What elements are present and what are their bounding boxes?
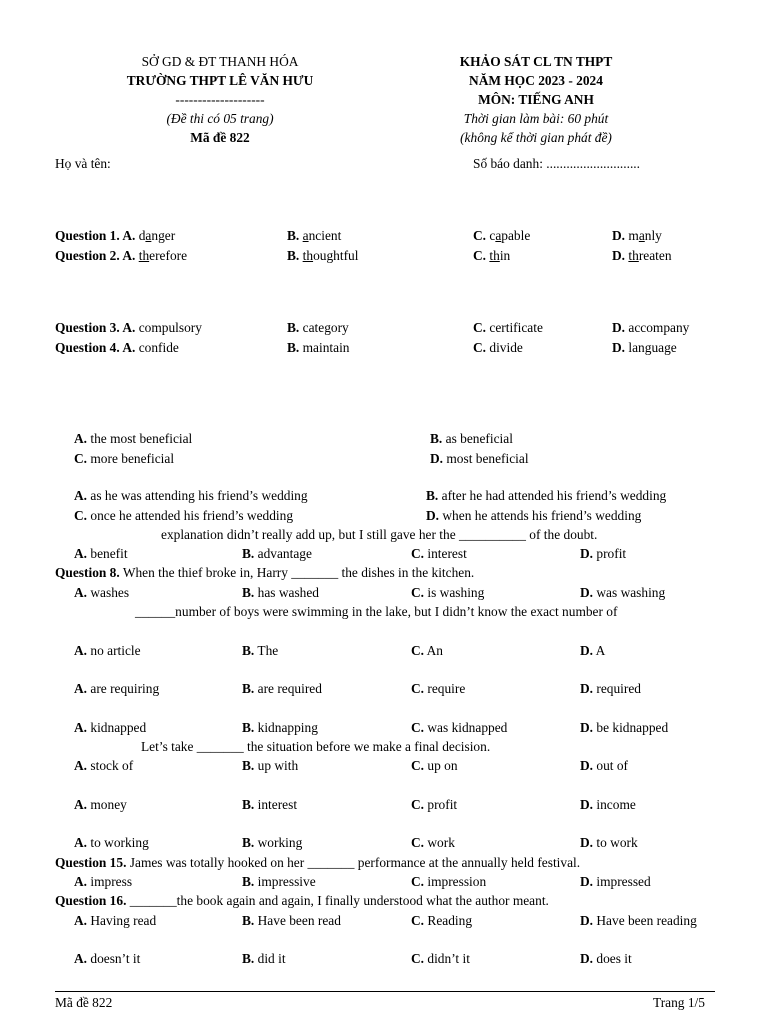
name-label: Họ và tên: — [55, 156, 111, 171]
question-13-option-a: A. money — [74, 797, 127, 812]
question-8-option-c: C. is washing — [411, 585, 485, 600]
header-time: Thời gian làm bài: 60 phút — [463, 111, 609, 126]
header-exam-code: Mã đề 822 — [190, 130, 250, 145]
question-9-stem: ______number of boys were swimming in the lake, but I didn’t know the exact number of — [135, 604, 618, 619]
question-11-option-a: A. kidnapped — [74, 720, 147, 735]
header-pages-note: (Đề thi có 05 trang) — [166, 111, 274, 126]
question-4-option-a: Question 4. A. confide — [55, 340, 179, 355]
question-15-option-c: C. impression — [411, 874, 487, 889]
question-2-option-d: D. threaten — [612, 248, 672, 263]
question-13-option-c: C. profit — [411, 797, 458, 812]
question-7-option-c: C. interest — [411, 546, 467, 561]
header-subject: MÔN: TIẾNG ANH — [478, 92, 594, 107]
question-9-option-a: A. no article — [74, 643, 141, 658]
question-12-option-c: C. up on — [411, 758, 458, 773]
question-10-option-d: D. required — [580, 681, 642, 696]
header-exam-title: KHẢO SÁT CL TN THPT — [459, 54, 613, 69]
question-17-option-c: C. didn’t it — [411, 951, 470, 966]
question-3-option-a: Question 3. A. compulsory — [55, 320, 202, 335]
question-6-option-c: C. once he attended his friend’s wedding — [74, 508, 294, 523]
header-school-year: NĂM HỌC 2023 - 2024 — [469, 73, 603, 88]
question-2-option-c: C. thin — [473, 248, 511, 263]
question-8-option-d: D. was washing — [580, 585, 666, 600]
question-8-stem: Question 8. When the thief broke in, Harry _______ the dishes in the kitchen. — [55, 565, 475, 580]
question-7-option-d: D. profit — [580, 546, 627, 561]
question-16-stem: Question 16. _______the book again and again, I finally understood what the author meant. — [55, 893, 549, 908]
student-id-label: Số báo danh: ............................ — [473, 156, 641, 171]
header-time-note: (không kể thời gian phát đề) — [460, 130, 612, 145]
question-4-option-d: D. language — [612, 340, 677, 355]
question-9-option-c: C. An — [411, 643, 444, 658]
question-3-option-d: D. accompany — [612, 320, 690, 335]
header-dashes: -------------------- — [175, 92, 265, 107]
question-5-option-a: A. the most beneficial — [74, 431, 193, 446]
question-14-option-c: C. work — [411, 835, 455, 850]
question-17-option-d: D. does it — [580, 951, 632, 966]
question-14-option-d: D. to work — [580, 835, 638, 850]
question-12-option-b: B. up with — [242, 758, 299, 773]
question-13-option-d: D. income — [580, 797, 636, 812]
question-7-stem: explanation didn’t really add up, but I still gave her the __________ of the doubt. — [161, 527, 598, 542]
question-16-option-d: D. Have been reading — [580, 913, 697, 928]
question-17-option-a: A. doesn’t it — [74, 951, 141, 966]
question-12-option-a: A. stock of — [74, 758, 134, 773]
question-5-option-d: D. most beneficial — [430, 451, 529, 466]
header-dept: SỞ GD & ĐT THANH HÓA — [141, 54, 299, 69]
footer-exam-code: Mã đề 822 — [55, 995, 113, 1010]
header-school: TRƯỜNG THPT LÊ VĂN HƯU — [126, 73, 314, 88]
question-5-option-b: B. as beneficial — [430, 431, 513, 446]
question-15-option-b: B. impressive — [242, 874, 316, 889]
question-6-option-b: B. after he had attended his friend’s wedding — [426, 488, 667, 503]
question-16-option-a: A. Having read — [74, 913, 157, 928]
question-14-option-b: B. working — [242, 835, 303, 850]
question-9-option-b: B. The — [242, 643, 279, 658]
question-12-stem: Let’s take _______ the situation before we make a final decision. — [141, 739, 491, 754]
question-11-option-d: D. be kidnapped — [580, 720, 669, 735]
question-11-option-b: B. kidnapping — [242, 720, 318, 735]
question-2-option-a: Question 2. A. therefore — [55, 248, 188, 263]
question-11-option-c: C. was kidnapped — [411, 720, 508, 735]
question-4-option-b: B. maintain — [287, 340, 350, 355]
question-7-option-a: A. benefit — [74, 546, 128, 561]
question-1-option-d: D. manly — [612, 228, 662, 243]
question-5-option-c: C. more beneficial — [74, 451, 175, 466]
question-15-stem: Question 15. James was totally hooked on her _______ performance at the annually held festival. — [55, 855, 581, 870]
question-10-option-c: C. require — [411, 681, 466, 696]
question-8-option-a: A. washes — [74, 585, 130, 600]
question-10-option-b: B. are required — [242, 681, 322, 696]
footer-divider — [55, 991, 715, 992]
question-15-option-d: D. impressed — [580, 874, 651, 889]
question-10-option-a: A. are requiring — [74, 681, 160, 696]
question-15-option-a: A. impress — [74, 874, 133, 889]
question-3-option-c: C. certificate — [473, 320, 543, 335]
question-12-option-d: D. out of — [580, 758, 629, 773]
header-exam-block — [408, 52, 664, 147]
question-1-option-c: C. capable — [473, 228, 531, 243]
question-16-option-c: C. Reading — [411, 913, 473, 928]
question-8-option-b: B. has washed — [242, 585, 319, 600]
question-14-option-a: A. to working — [74, 835, 149, 850]
question-16-option-b: B. Have been read — [242, 913, 341, 928]
question-1-option-b: B. ancient — [287, 228, 342, 243]
question-1-option-a: Question 1. A. danger — [55, 228, 176, 243]
question-7-option-b: B. advantage — [242, 546, 312, 561]
question-13-option-b: B. interest — [242, 797, 298, 812]
question-2-option-b: B. thoughtful — [287, 248, 359, 263]
footer-page-number: Trang 1/5 — [653, 995, 705, 1010]
question-3-option-b: B. category — [287, 320, 349, 335]
question-6-option-d: D. when he attends his friend’s wedding — [426, 508, 642, 523]
question-4-option-c: C. divide — [473, 340, 523, 355]
question-9-option-d: D. A — [580, 643, 606, 658]
question-17-option-b: B. did it — [242, 951, 286, 966]
header-school-block — [80, 52, 360, 147]
question-6-option-a: A. as he was attending his friend’s wedding — [74, 488, 308, 503]
